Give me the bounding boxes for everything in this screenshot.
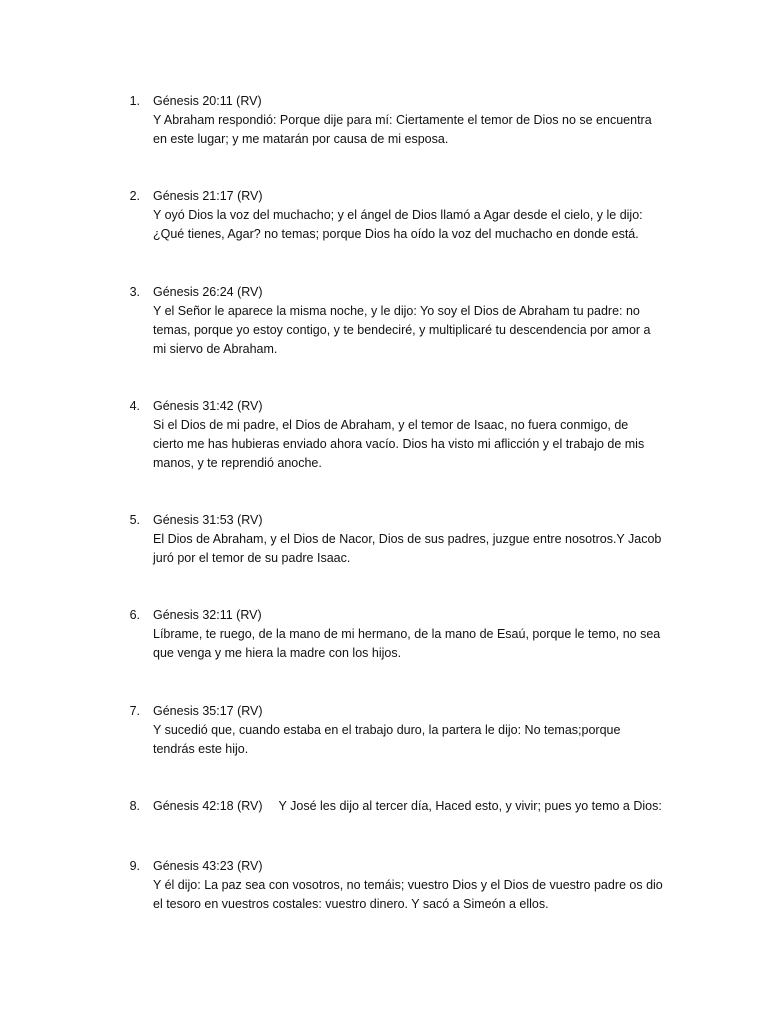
item-number: 9. <box>129 859 140 873</box>
verse-line: Y sucedió que, cuando estaba en el trabajo duro, la partera le dijo: No temas;porque <box>153 723 621 737</box>
verse-line: ¿Qué tienes, Agar? no temas; porque Dios ha oído la voz del muchacho en donde está. <box>153 227 639 241</box>
verse-line: Si el Dios de mi padre, el Dios de Abraham, y el temor de Isaac, no fuera conmigo, de <box>153 418 629 432</box>
item-content <box>153 283 663 359</box>
verse-reference: Génesis 35:17 (RV) <box>153 704 263 718</box>
item-number: 4. <box>129 399 140 413</box>
verse-reference: Génesis 32:11 (RV) <box>153 608 262 622</box>
item-content <box>153 187 663 244</box>
item-number: 7. <box>129 704 140 718</box>
verse-line: Líbrame, te ruego, de la mano de mi hermano, de la mano de Esaú, porque le temo, no sea <box>153 627 661 641</box>
verse-line: tendrás este hijo. <box>153 742 249 756</box>
verse-line: Y José les dijo al tercer día, Haced esto, y vivir; pues yo temo a Dios: <box>278 799 662 813</box>
verse-reference: Génesis 26:24 (RV) <box>153 285 263 299</box>
verse-line: el tesoro en vuestros costales: vuestro dinero. Y sacó a Simeón a ellos. <box>153 897 549 911</box>
verse-reference: Génesis 31:42 (RV) <box>153 399 263 413</box>
verse-reference: Génesis 20:11 (RV) <box>153 94 262 108</box>
verse-line: temas, porque yo estoy contigo, y te bendeciré, y multiplicaré tu descendencia por amor a <box>153 323 651 337</box>
item-content <box>153 606 663 663</box>
verse-reference: Génesis 43:23 (RV) <box>153 859 263 873</box>
verse-line: Y Abraham respondió: Porque dije para mí: Ciertamente el temor de Dios no se encuentra <box>153 113 652 127</box>
verse-line: juró por el temor de su padre Isaac. <box>153 551 351 565</box>
verse-reference: Génesis 31:53 (RV) <box>153 513 263 527</box>
verse-line: Y él dijo: La paz sea con vosotros, no temáis; vuestro Dios y el Dios de vuestro padre os dio <box>153 878 663 892</box>
item-content <box>153 797 673 816</box>
item-number: 8. <box>129 799 140 813</box>
item-content <box>153 92 663 149</box>
item-number: 3. <box>129 285 140 299</box>
verse-line-inline <box>153 797 673 816</box>
item-number: 6. <box>129 608 140 622</box>
item-content <box>153 702 663 759</box>
verse-line: Y oyó Dios la voz del muchacho; y el ángel de Dios llamó a Agar desde el cielo, y le dijo: <box>153 208 643 222</box>
verse-line: cierto me has hubieras enviado ahora vacío. Dios ha visto mi aflicción y el trabajo de mis <box>153 437 645 451</box>
item-number: 5. <box>129 513 140 527</box>
verse-line: en este lugar; y me matarán por causa de mi esposa. <box>153 132 449 146</box>
verse-reference: Génesis 42:18 (RV) <box>153 799 263 813</box>
verse-line: manos, y te reprendió anoche. <box>153 456 322 470</box>
verse-line: El Dios de Abraham, y el Dios de Nacor, Dios de sus padres, juzgue entre nosotros.Y Jacob <box>153 532 662 546</box>
item-content <box>153 857 663 914</box>
verse-line: que venga y me hiera la madre con los hijos. <box>153 646 402 660</box>
verse-line: mi siervo de Abraham. <box>153 342 278 356</box>
item-content <box>153 397 663 473</box>
verse-reference: Génesis 21:17 (RV) <box>153 189 263 203</box>
item-number: 2. <box>129 189 140 203</box>
item-number: 1. <box>129 94 140 108</box>
item-content <box>153 511 663 568</box>
verse-line: Y el Señor le aparece la misma noche, y le dijo: Yo soy el Dios de Abraham tu padre: no <box>153 304 640 318</box>
